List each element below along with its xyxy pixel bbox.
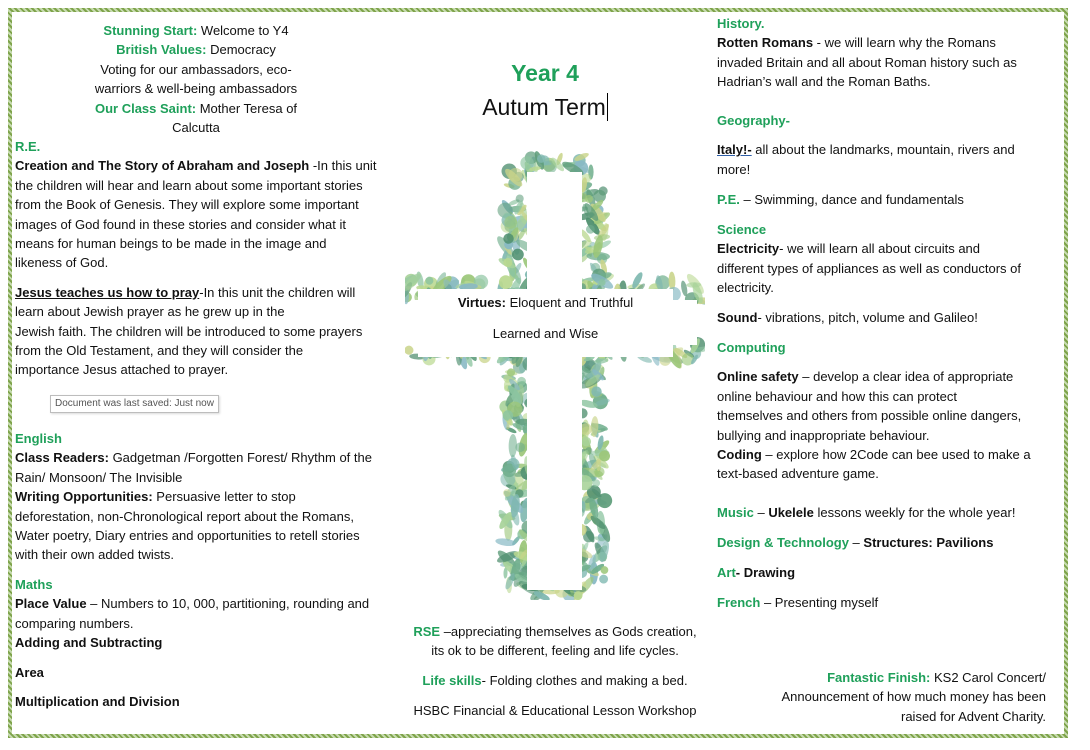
music-topic: Ukelele [768,505,814,520]
computing-text: online behaviour and how this can protect [717,388,957,404]
place-value-label: Place Value [15,596,87,612]
leaf-shape [598,574,608,584]
science-text: different types of appliances as well as conductors of [717,260,1021,276]
re-unit2-line: importance Jesus attached to prayer. [15,362,229,378]
history-text: Hadrian’s wall and the Roman Baths. [717,74,931,90]
computing-topic: Online safety [717,369,799,385]
title-term-wrapper[interactable] [430,91,660,123]
french-section [717,593,1052,612]
class-saint-text: Mother Teresa of [196,100,298,116]
title-year: Year 4 [511,60,579,86]
geography-text: more! [717,161,751,177]
stunning-start-text: Welcome to Y4 [197,23,289,38]
text-cursor [607,93,608,121]
english-section [15,429,390,565]
pe-text: – Swimming, dance and fundamentals [739,192,964,207]
re-unit1-line: the children will hear and learn about some important stories [15,177,363,193]
re-heading: R.E. [15,139,41,154]
writing-text: Persuasive letter to stop [152,489,296,505]
computing-topic: Coding [717,447,762,463]
pe-heading: P.E. [717,192,740,207]
class-readers-label: Class Readers: [15,450,109,466]
british-values-detail-1: Voting for our ambassadors, eco- [100,61,292,77]
music-text: lessons weekly for the whole year! [813,505,1016,520]
writing-text: deforestation, non-Chronological report about the Romans, [15,508,354,524]
re-unit2-line: learn about Jewish prayer as he grew up in the [15,304,285,320]
re-unit1-line: from the Book of Genesis. They will explore some important [15,197,359,213]
art-dash: - [735,565,744,580]
hsbc-workshop: HSBC Financial & Educational Lesson Workshop [413,703,697,718]
class-readers-text: Gadgetman /Forgotten Forest/ Rhythm of the [108,450,372,466]
leaf-shape [508,434,517,458]
fantastic-finish-section [740,668,1046,726]
virtues-line2: Learned and Wise [492,326,599,341]
writing-label: Writing Opportunities: [15,489,153,505]
virtues-text: Eloquent and Truthful [505,295,634,310]
rse-label: RSE [413,624,441,639]
english-heading: English [15,431,62,446]
computing-section [717,338,1052,484]
class-saint-label: Our Class Saint: [94,100,197,116]
floral-cross-image [405,150,705,600]
history-section [717,14,1052,92]
french-text: – Presenting myself [760,595,879,610]
maths-section [15,575,390,711]
british-values-detail-2: warriors & well-being ambassadors [94,81,298,97]
science-topic: Electricity [717,241,780,257]
british-values-text: Democracy [206,42,276,58]
re-unit1-line: images of God found in these stories and consider what it [15,216,346,232]
leaf-shape [495,537,516,547]
fantastic-finish-text: raised for Advent Charity. [901,708,1046,724]
science-section [717,220,1052,327]
computing-text: bullying and inappropriate behaviour. [717,427,930,443]
fantastic-finish-text: KS2 Carol Concert/ [930,670,1046,685]
dt-topic: Structures: Pavilions [863,535,994,550]
computing-text: – develop a clear idea of appropriate [798,369,1014,385]
art-topic: Drawing [743,565,796,580]
art-section [717,563,1052,582]
computing-text: text-based adventure game. [717,466,879,482]
fantastic-finish-text: Announcement of how much money has been [781,689,1046,705]
science-text: - we will learn all about circuits and [779,241,981,257]
maths-topic: Adding and Subtracting [15,635,163,651]
life-skills-label: Life skills [422,673,482,688]
dt-section [717,533,1052,552]
history-text: invaded Britain and all about Roman history such as [717,54,1017,70]
dt-heading: Design & Technology [717,535,849,550]
title-term[interactable]: Autum Term [482,94,606,120]
geography-heading: Geography- [717,113,790,128]
writing-text: Water poetry, Diary entries and opportunities to retell stories [15,528,360,544]
geography-section [717,111,1052,179]
history-heading: History. [717,16,765,31]
place-value-text: comparing numbers. [15,615,134,631]
science-topic: Sound [717,309,758,325]
maths-topic: Multiplication and Division [15,694,180,710]
re-unit2-title: Jesus teaches us how to pray [15,284,200,300]
pe-section [717,190,1052,209]
stunning-start-label: Stunning Start: [103,23,198,38]
life-skills-text: - Folding clothes and making a bed. [481,673,688,688]
history-text: - we will learn why the Romans [813,35,996,51]
rse-text: –appreciating themselves as Gods creation, [440,624,697,639]
maths-heading: Maths [15,577,53,592]
re-unit2-line: -In this unit the children will [199,284,356,300]
re-unit2-line: from the Old Testament, and they will consider the [15,343,304,359]
british-values-label: British Values: [116,42,207,58]
place-value-text: – Numbers to 10, 000, partitioning, rounding and [86,596,370,612]
life-skills-section [405,671,705,690]
art-heading: Art [717,565,736,580]
re-section [15,137,390,380]
rse-text: its ok to be different, feeling and life cycles. [431,643,679,659]
french-heading: French [717,595,761,610]
virtues-box [418,289,673,357]
re-unit1-line: likeness of God. [15,255,109,271]
re-unit1-title: Creation and The Story of Abraham and Joseph [15,158,310,174]
computing-text: – explore how 2Code can bee used to make a [761,447,1031,463]
science-text: - vibrations, pitch, volume and Galileo! [757,309,978,325]
geography-topic: Italy!- [717,142,752,158]
class-readers-text: Rain/ Monsoon/ The Invisible [15,469,183,485]
writing-text: with their own added twists. [15,547,174,563]
history-topic: Rotten Romans [717,35,814,51]
music-heading: Music [717,505,754,520]
music-section [717,503,1052,522]
re-unit1-line: means for human beings to be made in the image and [15,236,327,252]
dt-dash: – [848,535,864,550]
maths-topic: Area [15,664,44,680]
fantastic-finish-label: Fantastic Finish: [827,670,931,685]
intro-block [20,21,372,137]
re-unit1-line: -In this unit [309,158,377,174]
computing-heading: Computing [717,340,786,355]
rse-section [405,622,705,661]
music-dash: – [753,505,769,520]
science-text: electricity. [717,280,774,296]
class-saint-text-2: Calcutta [172,120,220,136]
save-status-tooltip: Document was last saved: Just now [50,395,219,413]
geography-text: all about the landmarks, mountain, rivers and [751,142,1015,158]
science-heading: Science [717,222,767,237]
re-unit2-line: Jewish faith. The children will be introduced to some prayers [15,323,363,339]
virtues-label: Virtues: [457,295,506,310]
computing-text: themselves and others from possible online dangers, [717,408,1022,424]
